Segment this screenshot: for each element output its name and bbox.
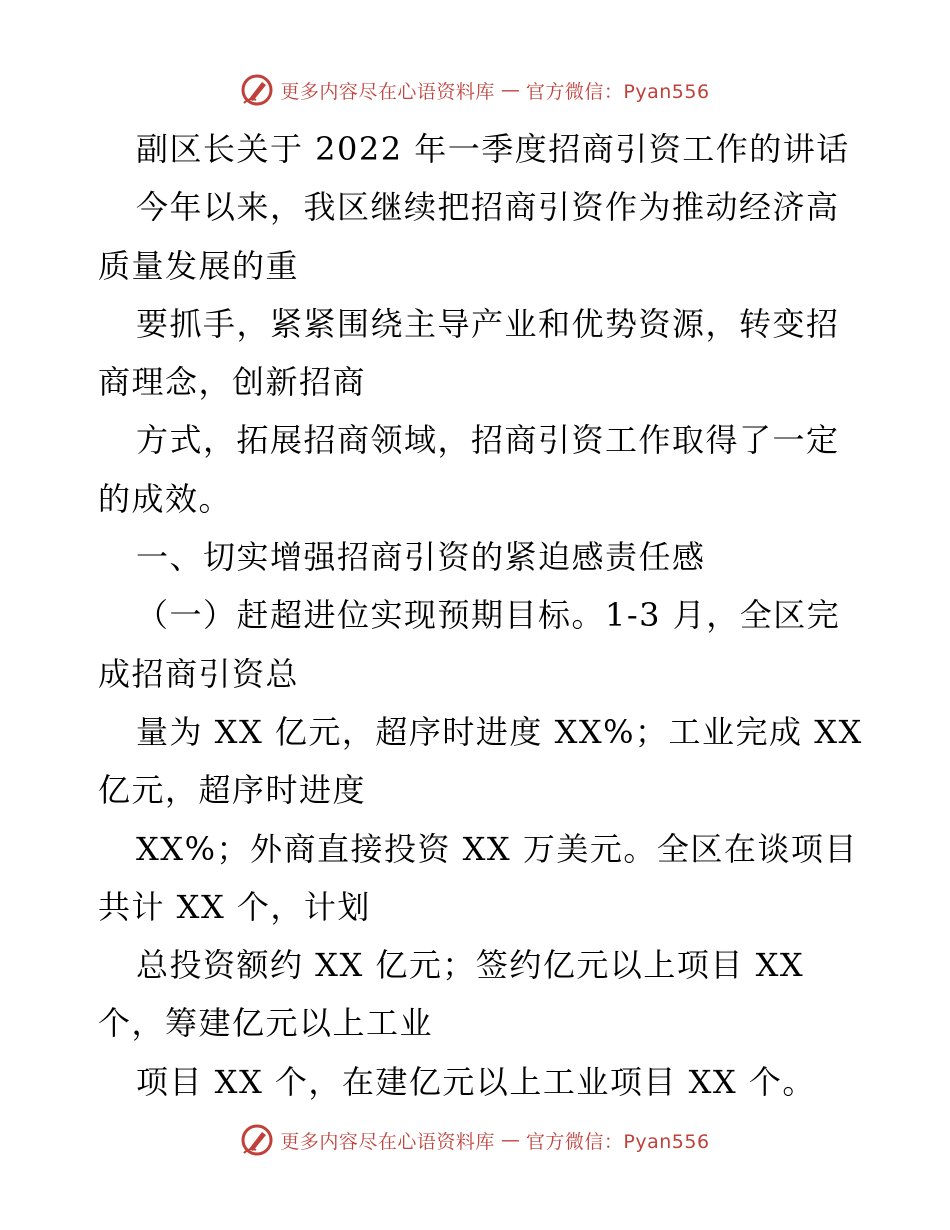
paragraph-line: 方式，拓展招商领域，招商引资工作取得了一定 (136, 421, 840, 460)
paragraph-line: 总投资额约 XX 亿元；签约亿元以上项目 XX (136, 946, 805, 985)
paragraph-line: 亿元，超序时进度 (98, 771, 367, 810)
document-title: 副区长关于 2022 年一季度招商引资工作的讲话 (136, 130, 850, 168)
watermark-text: 更多内容尽在心语资料库 (280, 1130, 495, 1153)
paragraph-line: 成招商引资总 (98, 654, 300, 693)
watermark-separator: — (500, 79, 520, 101)
paragraph-line: 个，筹建亿元以上工业 (98, 1004, 434, 1043)
paragraph-line: 要抓手，紧紧围绕主导产业和优势资源，转变招 (136, 304, 840, 343)
paragraph-line: 共计 XX 个，计划 (98, 887, 371, 926)
quill-pen-circle-icon (240, 73, 274, 107)
paragraph-line: 质量发展的重 (98, 246, 300, 285)
quill-pen-circle-icon (240, 1123, 274, 1157)
header-watermark (0, 70, 950, 110)
paragraph-line: 量为 XX 亿元，超序时进度 XX%；工业完成 XX (136, 712, 863, 751)
watermark-separator: — (500, 1129, 520, 1151)
section-heading: 一、切实增强招商引资的紧迫感责任感 (136, 538, 706, 577)
paragraph-line: 的成效。 (98, 479, 233, 518)
paragraph-line: 商理念，创新招商 (98, 363, 367, 402)
paragraph-line: （一）赶超进位实现预期目标。1-3 月，全区完 (136, 596, 841, 635)
paragraph-line: 项目 XX 个，在建亿元以上工业项目 XX 个。 (136, 1062, 816, 1101)
watermark-wechat: 官方微信：Pyan556 (525, 1130, 710, 1153)
footer-watermark (0, 1120, 950, 1160)
document-body (98, 120, 863, 1111)
paragraph-line: XX%；外商直接投资 XX 万美元。全区在谈项目 (136, 829, 858, 868)
watermark-wechat: 官方微信：Pyan556 (525, 80, 710, 103)
paragraph-line: 今年以来，我区继续把招商引资作为推动经济高 (136, 188, 840, 227)
watermark-text: 更多内容尽在心语资料库 (280, 80, 495, 103)
